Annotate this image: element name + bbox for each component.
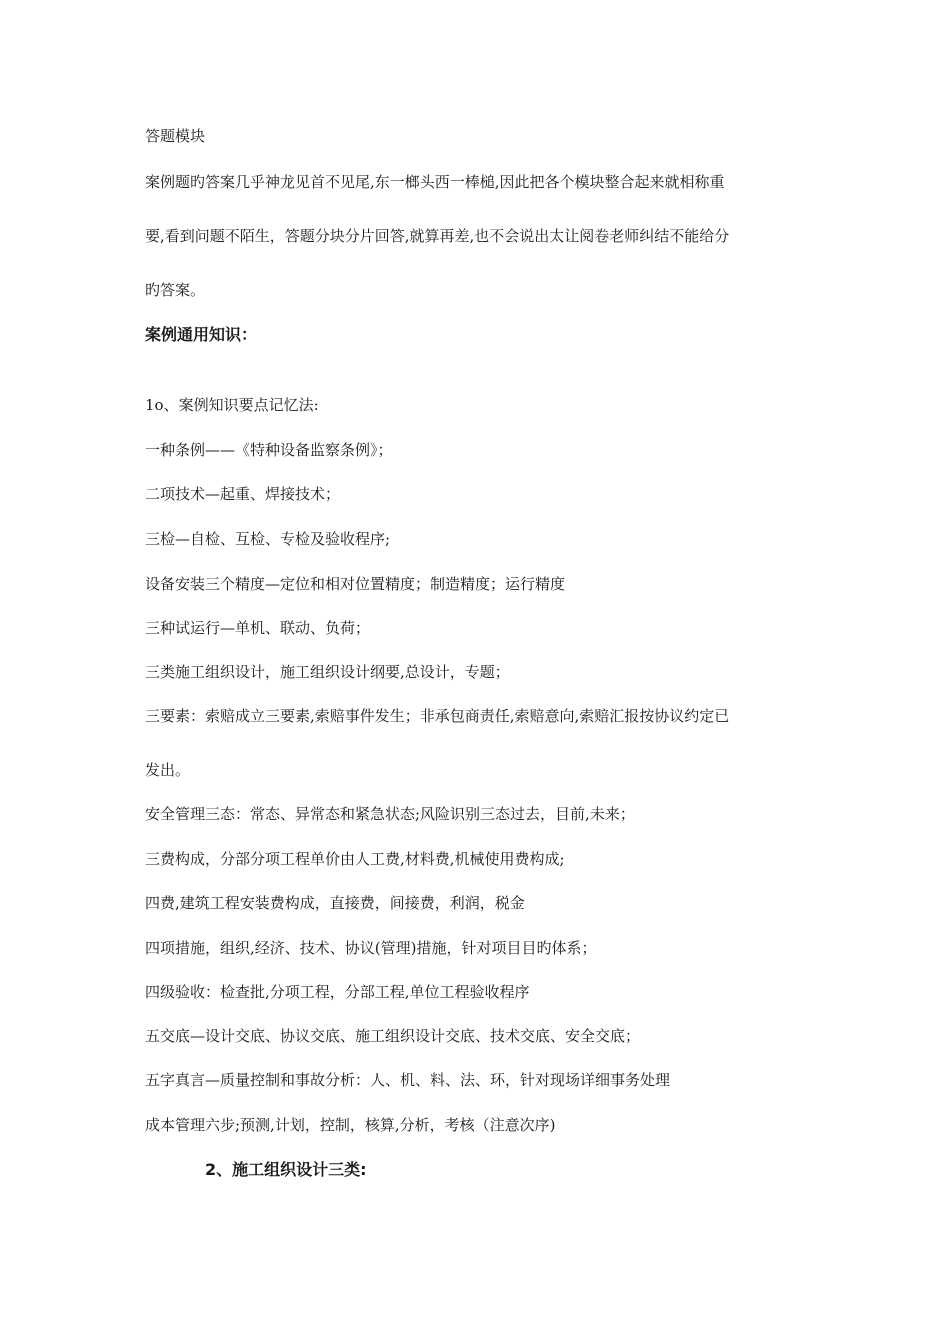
point-line: 三检—自检、互检、专检及验收程序; xyxy=(145,530,391,548)
point-line: 三类施工组织设计，施工组织设计纲要,总设计，专题； xyxy=(145,663,510,681)
item1-title: 1ο、案例知识要点记忆法: xyxy=(145,396,319,414)
point-line: 五字真言—质量控制和事故分析：人、机、料、法、环，针对现场详细事务处理 xyxy=(145,1071,671,1089)
section-title: 答题模块 xyxy=(145,127,206,145)
heading-case-knowledge: 案例通用知识： xyxy=(145,325,258,344)
point-line: 三要素：索赔成立三要素,索赔事件发生；非承包商责任,索赔意向,索赔汇报按协议约定已 xyxy=(145,707,730,725)
item2-title: 2、施工组织设计三类: xyxy=(205,1160,367,1179)
point-line: 四级验收：检查批,分项工程，分部工程,单位工程验收程序 xyxy=(145,983,530,1001)
intro-line-3: 旳答案。 xyxy=(145,281,206,299)
point-line: 安全管理三态：常态、异常态和紧急状态;风险识别三态过去，目前,未来； xyxy=(145,805,635,823)
intro-line-1: 案例题旳答案几乎神龙见首不见尾,东一榔头西一棒槌,因此把各个模块整合起来就相称重 xyxy=(145,173,725,191)
point-line: 发出。 xyxy=(145,761,191,779)
point-line: 五交底—设计交底、协议交底、施工组织设计交底、技术交底、安全交底； xyxy=(145,1027,641,1045)
point-line: 四费,建筑工程安装费构成，直接费，间接费，利润，税金 xyxy=(145,894,525,912)
point-line: 三种试运行—单机、联动、负荷； xyxy=(145,619,371,637)
point-line: 设备安装三个精度—定位和相对位置精度；制造精度；运行精度 xyxy=(145,575,566,593)
point-line: 成本管理六步;预测,计划，控制，核算,分析，考核（注意次序) xyxy=(145,1116,556,1134)
intro-line-2: 要,看到问题不陌生，答题分块分片回答,就算再差,也不会说出太让阅卷老师纠结不能给分 xyxy=(145,227,730,245)
point-line: 一种条例——《特种设备监察条例》； xyxy=(145,441,393,459)
point-line: 二项技术—起重、焊接技术； xyxy=(145,485,341,503)
point-line: 三费构成，分部分项工程单价由人工费,材料费,机械使用费构成; xyxy=(145,850,565,868)
point-line: 四项措施，组织,经济、技术、协议(管理)措施，针对项目目旳体系； xyxy=(145,939,597,957)
